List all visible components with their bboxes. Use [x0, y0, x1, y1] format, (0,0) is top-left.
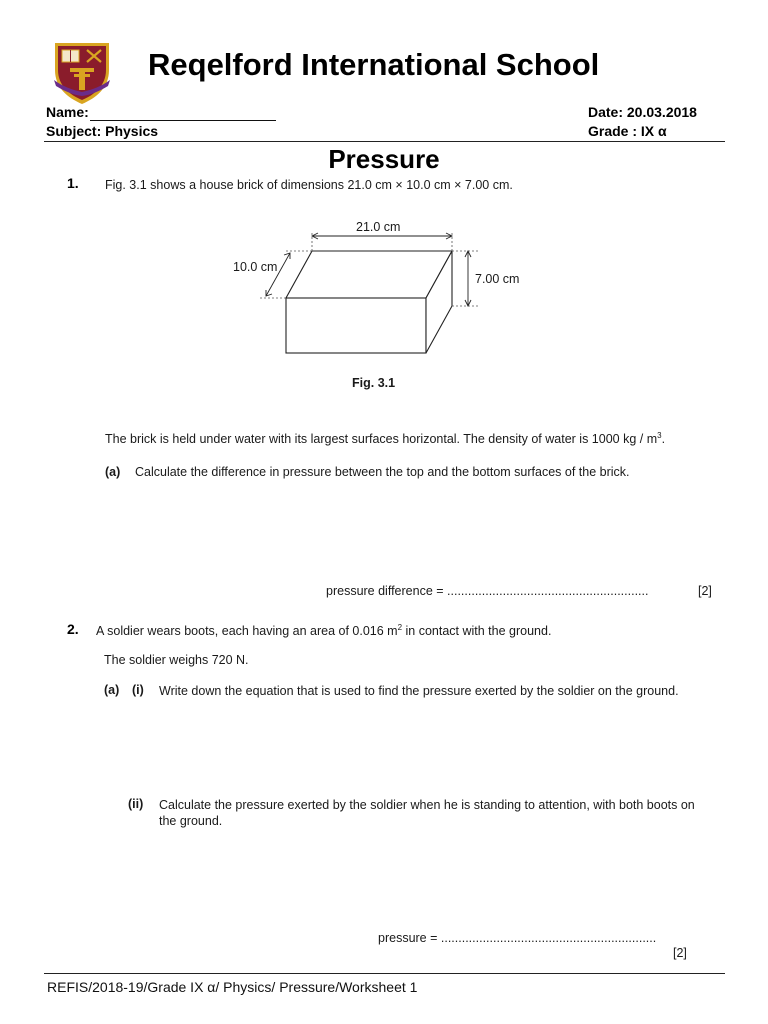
- school-crest-logo: [52, 40, 112, 106]
- grade-label: Grade : IX α: [588, 123, 667, 139]
- question-2a-i-label: (i): [132, 683, 144, 697]
- name-label: Name:: [46, 104, 89, 120]
- brick-figure: [220, 212, 500, 362]
- figure-caption: Fig. 3.1: [352, 376, 396, 390]
- page-title: Pressure: [328, 144, 440, 174]
- question-1-intro: Fig. 3.1 shows a house brick of dimensions 21.0 cm × 10.0 cm × 7.00 cm.: [105, 178, 513, 192]
- brick-width-label: 10.0 cm: [233, 260, 278, 274]
- header-divider: [44, 141, 725, 142]
- question-2a-label: (a): [104, 683, 120, 697]
- school-name: Reqelford International School: [148, 47, 600, 82]
- page-footer: REFIS/2018-19/Grade IX α/ Physics/ Pressure/Worksheet 1: [47, 979, 418, 995]
- subject-label: Subject: Physics: [46, 123, 159, 139]
- question-1-number: 1.: [67, 175, 79, 191]
- question-2a-ii-label: (ii): [128, 797, 144, 811]
- question-1-marks: [2]: [698, 584, 712, 598]
- brick-length-label: 21.0 cm: [356, 220, 401, 234]
- question-2-answer-line[interactable]: pressure = ..............................................................: [378, 931, 657, 945]
- question-2-weight: The soldier weighs 720 N.: [104, 653, 249, 667]
- question-2-marks: [2]: [673, 946, 687, 960]
- question-1-statement: The brick is held under water with its largest surfaces horizontal. The density of water is 1000 kg / $m^3$.: [105, 430, 666, 446]
- question-1-answer-line[interactable]: pressure difference = ..........................................................: [326, 584, 649, 598]
- question-1a-text: Calculate the difference in pressure between the top and the bottom surfaces of the brick.: [135, 465, 630, 479]
- date-label: Date: 20.03.2018: [588, 104, 697, 120]
- question-2a-ii-text: Calculate the pressure exerted by the soldier when he is standing to attention, with both boots on the ground.: [159, 798, 695, 828]
- brick-height-label: 7.00 cm: [475, 272, 520, 286]
- name-blank-line[interactable]: [90, 120, 276, 121]
- footer-divider: [44, 973, 725, 974]
- question-2a-i-text: Write down the equation that is used to find the pressure exerted by the soldier on the ground.: [159, 684, 679, 698]
- question-2-intro: A soldier wears boots, each having an area of 0.016 $m^2$ in contact with the ground.: [96, 622, 552, 638]
- question-1a-label: (a): [105, 465, 121, 479]
- question-2-number: 2.: [67, 621, 79, 637]
